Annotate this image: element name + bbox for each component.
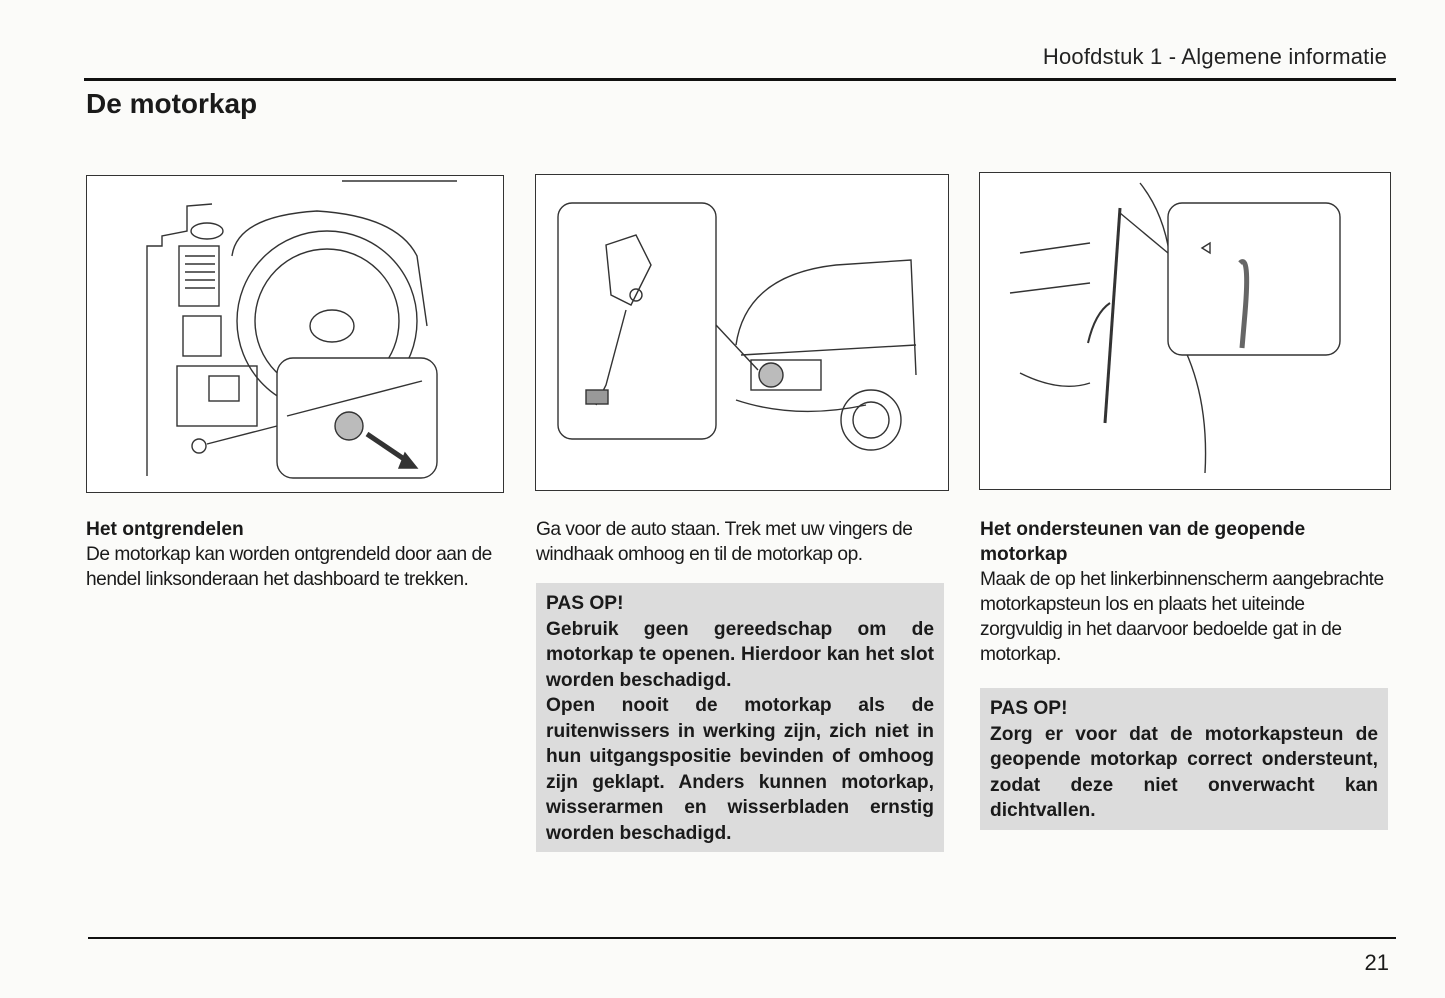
figure-hood-support-rod: [979, 172, 1391, 490]
warning-text: Open nooit de motorkap als de ruitenwissers in werking zijn, zich niet in hun uitgangspositie bevinden of omhoog zijn geklapt. Anders kunnen motorkap, wisserarmen en wisserbladen ernstig worden beschadigd.: [546, 695, 934, 844]
warning-text: Gebruik geen gereedschap om de motorkap te openen. Hierdoor kan het slot worden beschadigd.: [546, 618, 934, 691]
body-opening: Ga voor de auto staan. Trek met uw vingers de windhaak omhoog en til de motorkap op.: [536, 519, 913, 565]
figure-dashboard-hood-release: [86, 175, 504, 493]
chapter-header: Hoofdstuk 1 - Algemene informatie: [1042, 44, 1387, 69]
hood-support-illustration-icon: [980, 173, 1390, 489]
column-unlocking: [86, 517, 506, 592]
body-unlocking: De motorkap kan worden ontgrendeld door aan de hendel linksonderaan het dashboard te trekken.: [86, 544, 492, 590]
page-title: De motorkap: [86, 88, 258, 119]
column-opening: [536, 517, 948, 852]
header-rule: [84, 78, 1396, 81]
warning-title: PAS OP!: [546, 593, 624, 614]
warning-title: PAS OP!: [990, 698, 1068, 719]
warning-text: Zorg er voor dat de motorkapsteun de geopende motorkap correct ondersteunt, zodat deze niet onverwacht kan dichtvallen.: [990, 723, 1378, 821]
warning-box-opening: [536, 583, 944, 852]
column-supporting: [980, 517, 1390, 830]
figure-hood-latch: [535, 174, 949, 491]
footer-rule: [88, 937, 1396, 939]
warning-box-supporting: [980, 688, 1388, 830]
body-supporting: Maak de op het linkerbinnenscherm aangebrachte motorkapsteun los en plaats het uiteinde zorgvuldig in het daarvoor bedoelde gat in de motorkap.: [980, 569, 1384, 665]
page-number: 21: [1364, 950, 1389, 975]
subheading-unlocking: Het ontgrendelen: [86, 519, 244, 540]
car-front-illustration-icon: [536, 175, 948, 490]
dashboard-illustration-icon: [87, 176, 503, 492]
subheading-supporting: Het ondersteunen van de geopende motorkap: [980, 519, 1306, 565]
